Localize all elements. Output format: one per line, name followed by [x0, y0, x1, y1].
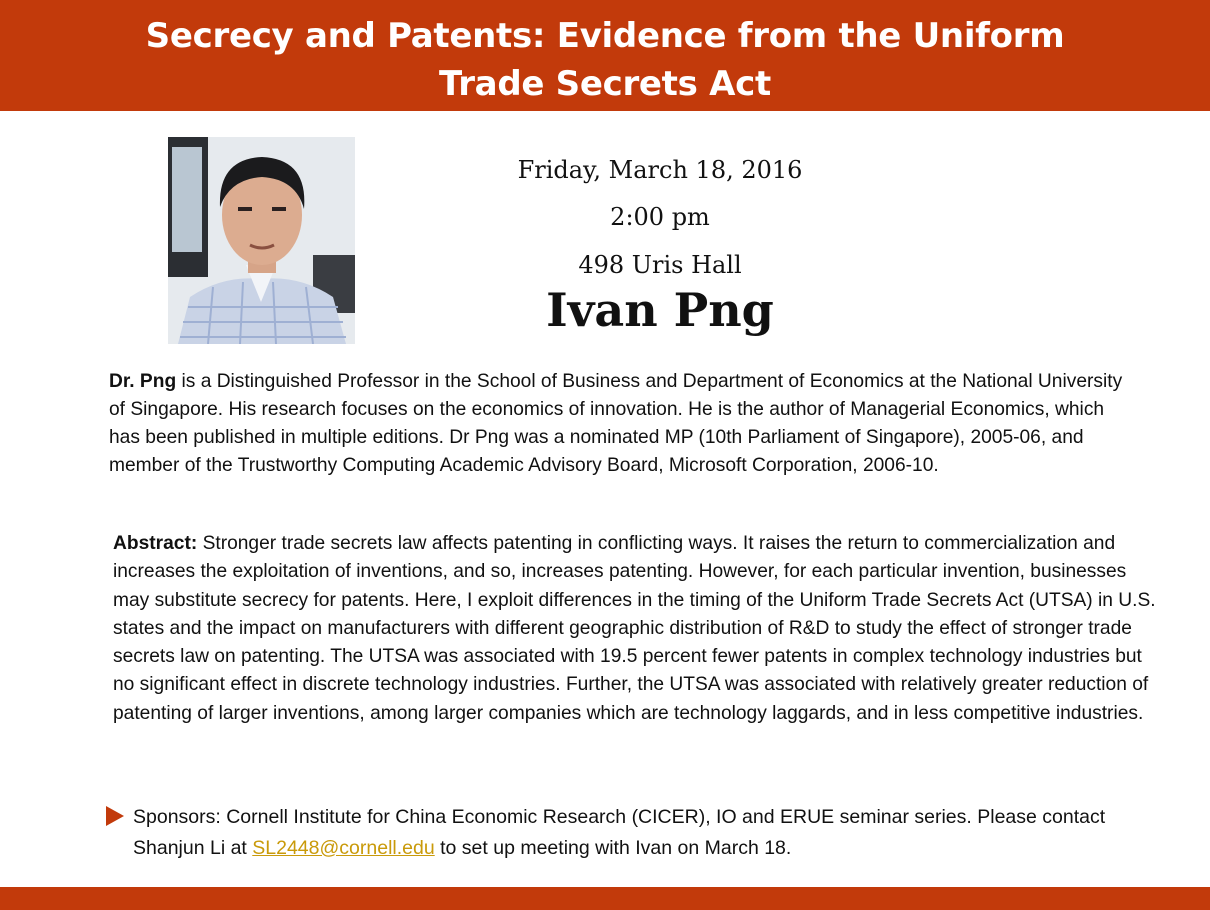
abstract-text: Stronger trade secrets law affects patenting in conflicting ways. It raises the return to commercialization and increases the exploitation of inventions, and so, increases patenting. However, for each particular invention, businesses may substitute secrecy for patents. Here, I exploit differences in the timing of the Uniform Trade Secrets Act (UTSA) in U.S. states and the impact on manufacturers with different geographic distribution of R&D to study the effect of stronger trade secrets law on patenting. The UTSA was associated with 19.5 percent fewer patents in complex technology industries but no significant effect in discrete technology industries. Further, the UTSA was associated with relatively greater reduction of patenting of larger inventions, among larger companies which are technology laggards, and in less competitive industries.: [113, 533, 1156, 724]
speaker-photo: [168, 137, 355, 344]
page-title-line-2: Trade Secrets Act: [439, 64, 771, 104]
sponsors-text-before: Sponsors: Cornell Institute for China Economic Research (CICER), IO and ERUE seminar series. Please contact Shanjun Li at: [133, 806, 1106, 859]
event-date: Friday, March 18, 2016: [517, 156, 803, 184]
page-title-line-1: Secrecy and Patents: Evidence from the Uniform: [145, 16, 1065, 56]
speaker-name: Ivan Png: [546, 283, 774, 337]
speaker-bio: [109, 368, 1139, 480]
footer-bar: [0, 887, 1210, 910]
bio-text: is a Distinguished Professor in the School of Business and Department of Economics at the National University of Singapore. His research focuses on the economics of innovation. He is the author of Managerial Economics, which has been published in multiple editions. Dr Png was a nominated MP (10th Parliament of Singapore), 2005-06, and member of the Trustworthy Computing Academic Advisory Board, Microsoft Corporation, 2006-10.: [109, 371, 1123, 476]
abstract-label: Abstract:: [113, 533, 198, 554]
contact-email-link[interactable]: SL2448@cornell.edu: [252, 837, 435, 859]
bio-lead: Dr. Png: [109, 371, 177, 392]
page-title: [0, 0, 1210, 108]
triangle-right-icon: [106, 806, 124, 826]
speaker-portrait-illustration: [168, 137, 355, 344]
abstract-paragraph: [113, 530, 1163, 728]
event-location: 498 Uris Hall: [578, 251, 742, 279]
sponsors-text-after: to set up meeting with Ivan on March 18.: [434, 837, 792, 859]
event-time: 2:00 pm: [610, 203, 710, 231]
title-banner: [0, 0, 1210, 111]
sponsors-note: [133, 802, 1133, 864]
